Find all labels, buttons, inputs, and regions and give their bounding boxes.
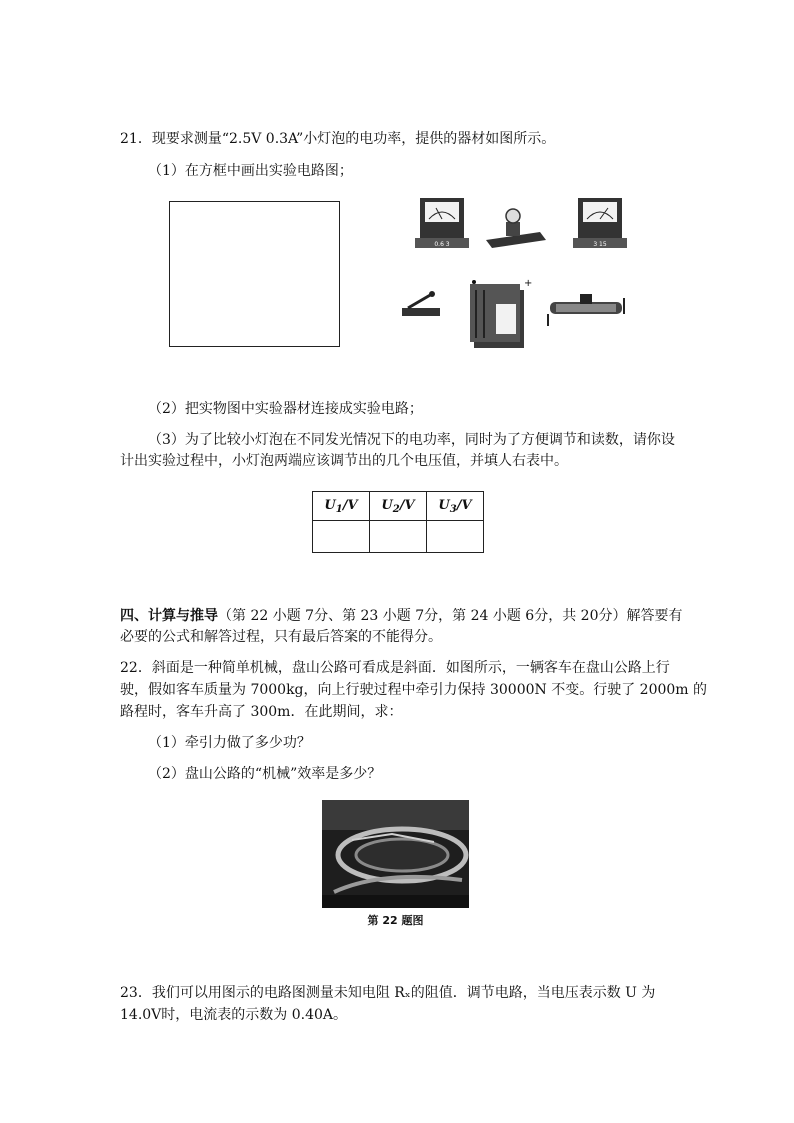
section4-heading: 四、计算与推导 <box>120 608 218 624</box>
table-header-u3: $U_3/V$ <box>427 492 484 521</box>
table-cell-u2[interactable] <box>370 521 427 553</box>
equipment-figure <box>398 190 632 350</box>
figure-caption: 第 22 题图 <box>367 914 424 927</box>
switch-icon <box>402 291 440 316</box>
mountain-road-photo <box>322 800 469 908</box>
voltmeter-scale-label: 3 15 <box>593 241 607 248</box>
lamp-holder-icon <box>486 209 546 248</box>
q21-part2: （2）把实物图中实验器材连接成实验电路； <box>148 401 423 417</box>
q22-line3: 路程时，客车升高了 300m．在此期间，求： <box>120 704 403 720</box>
q22-line1: 22．斜面是一种简单机械，盘山公路可看成是斜面．如图所示，一辆客车在盘山公路上行 <box>120 660 670 676</box>
ammeter-scale-label: 0.6 3 <box>434 241 450 248</box>
table-cell-u1[interactable] <box>313 521 370 553</box>
voltage-table <box>312 491 484 553</box>
ammeter-icon <box>415 198 469 248</box>
q23-line1: 23．我们可以用图示的电路图测量未知电阻 Rₓ的阻值．调节电路，当电压表示数 U 为 <box>120 985 656 1001</box>
svg-text:+: + <box>524 278 533 289</box>
section4-line2: 必要的公式和解答过程，只有最后答案的不能得分。 <box>120 629 442 645</box>
q22-line2: 驶，假如客车质量为 7000kg，向上行驶过程中牵引力保持 30000N 不变。行驶了 2000m 的 <box>120 682 708 698</box>
table-header-u2: $U_2/V$ <box>370 492 427 521</box>
battery-icon <box>470 278 532 348</box>
table-header-u1: $U_1/V$ <box>313 492 370 521</box>
q23-line2: 14.0V时，电流表的示数为 0.40A。 <box>120 1007 348 1023</box>
rheostat-icon <box>548 294 624 326</box>
circuit-drawing-box <box>169 201 340 347</box>
q21-part1: （1）在方框中画出实验电路图； <box>148 163 353 179</box>
q22-part1: （1）牵引力做了多少功？ <box>148 735 311 751</box>
q21-intro: 21．现要求测量“2.5V 0.3A”小灯泡的电功率，提供的器材如图所示。 <box>120 131 556 147</box>
section4-note: （第 22 小题 7分、第 23 小题 7分，第 24 小题 6分，共 20分）解答要有 <box>218 608 683 624</box>
q22-part2: （2）盘山公路的“机械”效率是多少？ <box>148 766 382 782</box>
section4-line1 <box>120 607 682 625</box>
q21-part3-line2: 计出实验过程中，小灯泡两端应该调节出的几个电压值，并填人右表中。 <box>120 453 568 469</box>
voltmeter-icon <box>573 198 627 248</box>
q21-part3-line1: （3）为了比较小灯泡在不同发光情况下的电功率，同时为了方便调节和读数，请你设 <box>148 432 675 448</box>
table-cell-u3[interactable] <box>427 521 484 553</box>
